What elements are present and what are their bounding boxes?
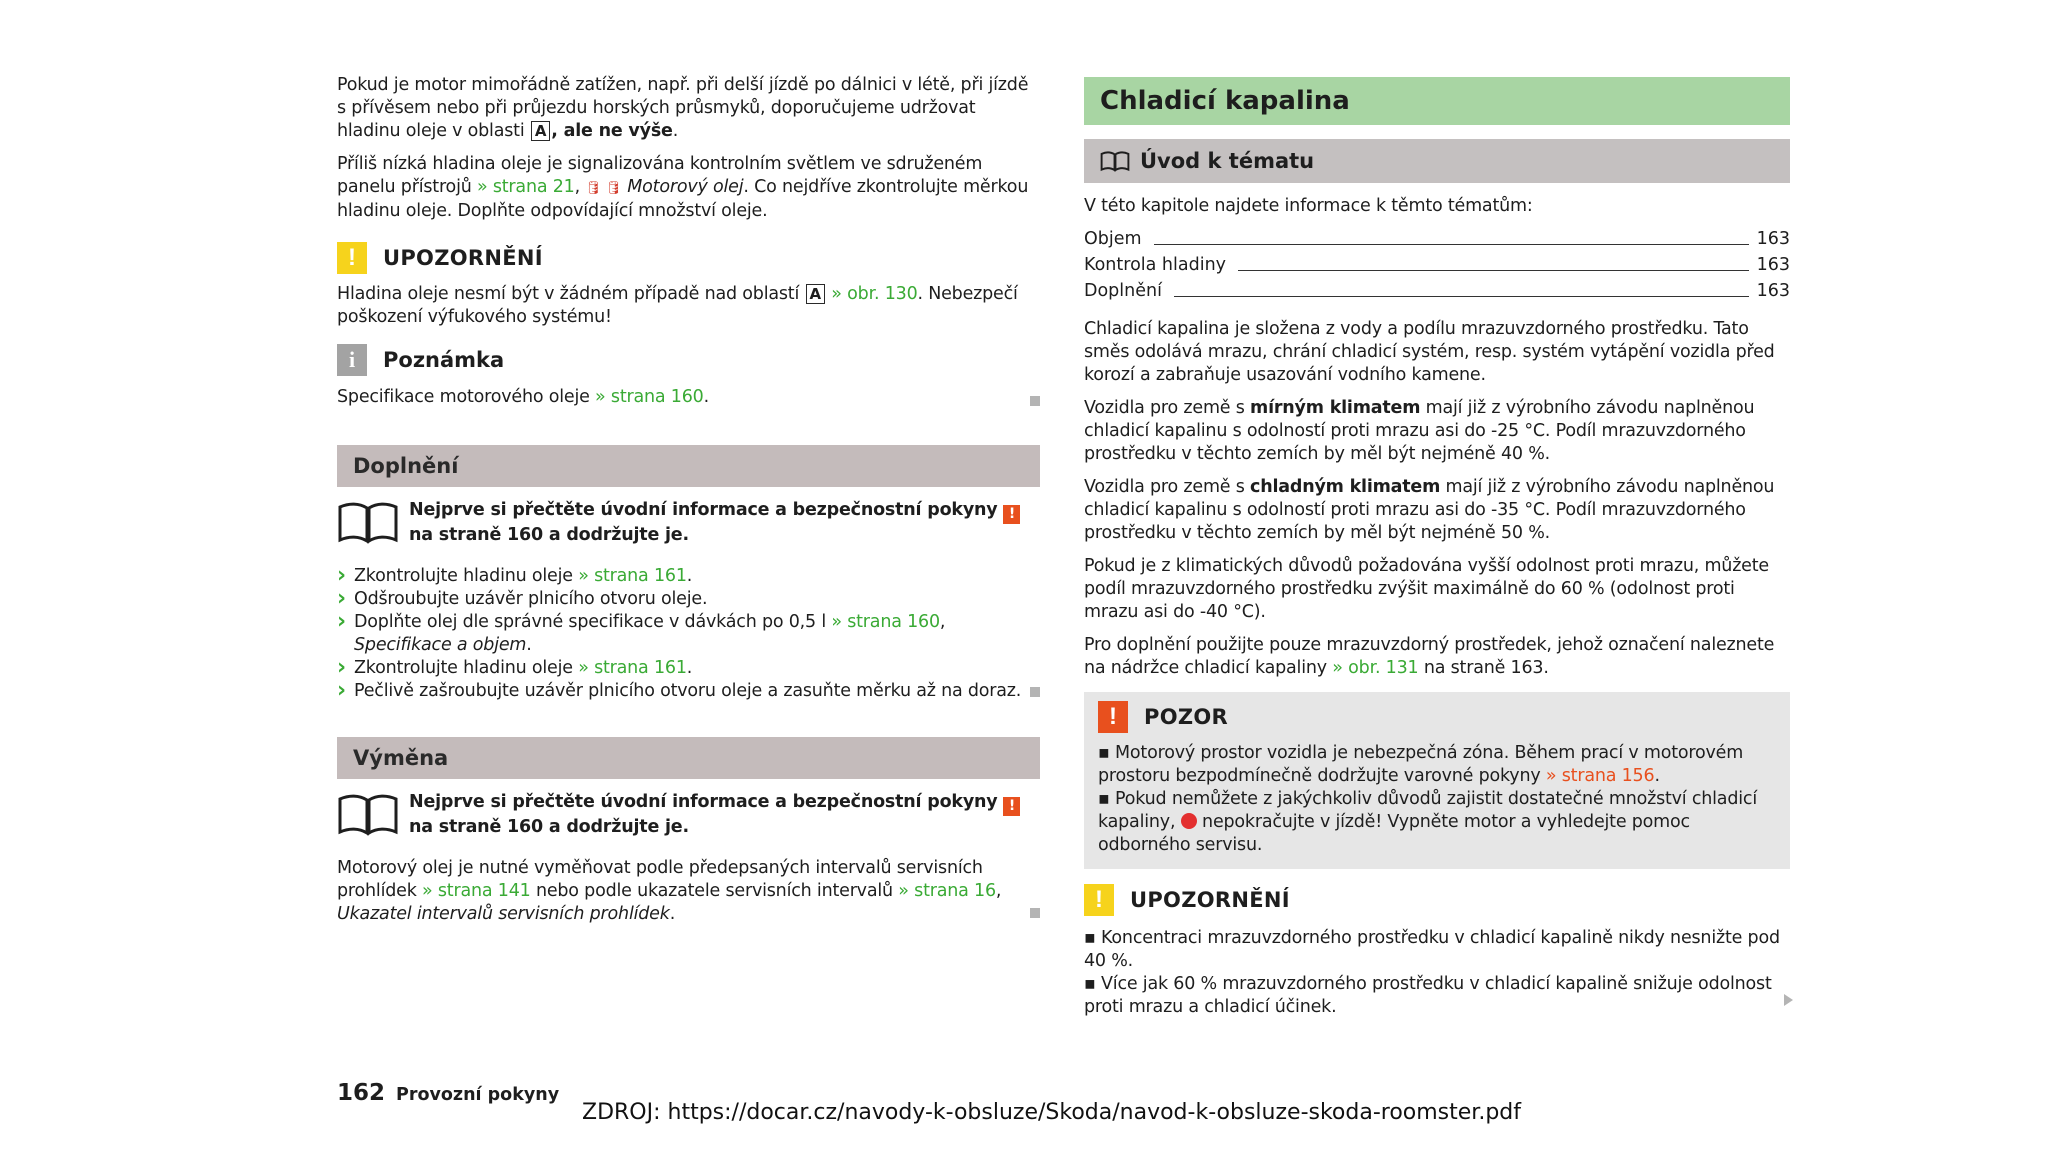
note-header <box>337 343 1040 377</box>
list-item <box>337 680 1040 703</box>
text: ▪ Motorový prostor vozidla je nebezpečná zóna. Během prací v motorovém prostoru bezpodmínečně dodržujte varovné pokyny <box>1098 743 1744 786</box>
topics-lead: V této kapitole najdete informace k těmto tématům: <box>1084 196 1533 216</box>
section-end-mark <box>1030 396 1040 406</box>
warning-bullet: ▪ Koncentraci mrazuvzdorného prostředku v chladicí kapalině nikdy nesnižte pod 40 %. <box>1084 928 1780 971</box>
continue-arrow-icon <box>1784 994 1793 1006</box>
danger-icon: ! <box>1098 701 1128 733</box>
danger-header <box>1098 700 1776 734</box>
danger-title: POZOR <box>1144 705 1228 729</box>
text: Pokud je motor mimořádně zatížen, např. při delší jízdě po dálnici v létě, při jízdě s přívěsem nebo při průjezdu horských průsmyků, doporučujeme udržovat hladinu oleje v oblasti <box>337 75 1029 141</box>
source-caption: ZDROJ: https://docar.cz/navody-k-obsluze/Skoda/navod-k-obsluze-skoda-roomster.pdf <box>582 1100 1521 1125</box>
intro-topic-bar <box>1084 139 1790 183</box>
book-icon <box>337 499 399 545</box>
text: . Co nejdříve zkontrolujte měrkou hladinu oleje. Doplňte odpovídající množství oleje. <box>337 177 1029 221</box>
warning-icon: ! <box>1003 505 1020 524</box>
left-column <box>337 74 1040 926</box>
text: Hladina oleje nesmí být v žádném případě nad oblastí <box>337 284 805 304</box>
danger-block <box>1084 692 1790 869</box>
area-a-box: A <box>806 284 825 304</box>
book-icon <box>337 791 399 837</box>
text: , <box>574 177 586 197</box>
book-icon <box>1100 150 1130 172</box>
page-link[interactable]: » strana 21 <box>476 177 575 197</box>
warning-icon: ! <box>337 242 367 274</box>
warning-icon: ! <box>1084 884 1114 916</box>
text: mají již z výrobního závodu naplněnou chladicí kapalinu s odolností proti mrazu asi do -25 °C. Podíl mrazuvzdorného prostředku v těchto zemích by měl být nejméně 40 %. <box>1084 398 1755 464</box>
text: ▪ Pokud nemůžete z jakýchkoliv důvodů zajistit dostatečné množství chladicí kapaliny, <box>1098 789 1757 832</box>
doplneni-section <box>337 445 1040 703</box>
page-link[interactable]: » strana 156 <box>1545 766 1655 786</box>
text: Pro doplnění použijte pouze mrazuvzdorný prostředek, jehož označení naleznete na nádržce chladicí kapaliny <box>1084 635 1775 678</box>
warning-header <box>1084 883 1790 917</box>
toc-page: 163 <box>1756 229 1790 249</box>
italic-text: Specifikace a objem <box>354 635 527 655</box>
italic-text: Ukazatel intervalů servisních prohlídek <box>337 904 670 924</box>
text: . <box>686 566 693 586</box>
toc-label: Objem <box>1084 229 1142 249</box>
area-a-box: A <box>531 121 550 141</box>
text: . <box>672 121 679 141</box>
list-item <box>337 588 1040 611</box>
text: Příliš nízká hladina oleje je signalizována kontrolním světlem ve sdruženém panelu přístrojů <box>337 154 983 197</box>
danger-bullet <box>1098 788 1776 857</box>
bold-text: , ale ne výše <box>551 121 673 141</box>
text: . <box>703 387 709 407</box>
text: mají již z výrobního závodu naplněnou chladicí kapalinu s odolností proti mrazu asi do -35 °C. Podíl mrazuvzdorného prostředku v těchto zemích by měl být nejméně 50 %. <box>1084 477 1775 543</box>
section-title-vymena: Výměna <box>337 737 1040 779</box>
info-icon: i <box>337 344 367 376</box>
text: Motorový olej je nutné vyměňovat podle předepsaných intervalů servisních prohlídek <box>337 858 983 901</box>
note-text <box>337 386 1040 409</box>
text: nepokračujte v jízdě! Vypněte motor a vyhledejte pomoc odborného servisu. <box>1098 812 1690 855</box>
page-link[interactable]: » strana 160 <box>595 387 704 407</box>
text: Doplňte olej dle správné specifikace v dávkách po 0,5 l <box>354 612 832 632</box>
toc-leader <box>1238 270 1749 271</box>
page-link[interactable]: » strana 161 <box>578 566 687 586</box>
text: . <box>1654 766 1660 786</box>
stop-icon <box>1181 813 1197 829</box>
bold-text: chladným klimatem <box>1250 477 1441 497</box>
toc-page: 163 <box>1756 255 1790 275</box>
warning-title: UPOZORNĚNÍ <box>383 246 543 270</box>
refill-steps <box>337 565 1040 703</box>
cold-climate-paragraph <box>1084 476 1790 545</box>
text: . Nebezpečí poškození výfukového systému! <box>337 284 1018 327</box>
section-end-mark <box>1030 687 1040 697</box>
list-item <box>337 657 1040 680</box>
footer-section: Provozní pokyny <box>396 1085 560 1105</box>
oil-low-paragraph <box>337 153 1040 223</box>
read-first-intro <box>337 499 1040 547</box>
page-number: 162 <box>337 1080 386 1106</box>
text: Specifikace motorového oleje <box>337 387 596 407</box>
text: Nejprve si přečtěte úvodní informace a bezpečnostní pokyny <box>409 792 1004 812</box>
section-end-mark <box>1030 908 1040 918</box>
text: nebo podle ukazatele servisních intervalů <box>530 881 899 901</box>
text: , <box>939 612 946 632</box>
note-title: Poznámka <box>383 348 505 372</box>
oil-warning-icons: 🛢 🛢 <box>585 181 622 196</box>
toc-label: Doplnění <box>1084 281 1162 301</box>
toc-label: Kontrola hladiny <box>1084 255 1227 275</box>
warning-icon: ! <box>1003 797 1020 816</box>
danger-bullet <box>1098 742 1776 788</box>
refill-paragraph <box>1084 634 1790 680</box>
toc-row[interactable] <box>1084 278 1790 304</box>
page-link[interactable]: » strana 141 <box>422 881 531 901</box>
text: na straně 160 a dodržujte je. <box>409 817 689 837</box>
higher-protection-paragraph: Pokud je z klimatických důvodů požadována vyšší odolnost proti mrazu, můžete podíl mrazuvzdorného prostředku zvýšit maximálně do 60 % (odolnost proti mrazu asi do -40 °C). <box>1084 556 1769 622</box>
text: Zkontrolujte hladinu oleje <box>354 566 579 586</box>
warning-text <box>337 283 1040 329</box>
toc-page: 163 <box>1756 281 1790 301</box>
read-first-intro <box>337 791 1040 839</box>
intro-text <box>409 499 1040 547</box>
toc-row[interactable] <box>1084 226 1790 252</box>
text: na straně 163. <box>1418 658 1549 678</box>
chapter-title: Chladicí kapalina <box>1084 77 1790 125</box>
text: Vozidla pro země s <box>1084 398 1251 418</box>
intro-text <box>409 791 1040 839</box>
toc-leader <box>1154 244 1749 245</box>
text: Pečlivě zašroubujte uzávěr plnicího otvoru oleje a zasuňte měrku až na doraz. <box>354 681 1022 701</box>
text: , <box>995 881 1002 901</box>
mild-climate-paragraph <box>1084 397 1790 466</box>
oil-load-paragraph <box>337 74 1040 143</box>
page-link[interactable]: » strana 160 <box>831 612 940 632</box>
list-item <box>337 611 1040 657</box>
text: . <box>669 904 676 924</box>
figure-link[interactable]: » obr. 130 <box>831 284 918 304</box>
coolant-composition-paragraph: Chladicí kapalina je složena z vody a podílu mrazuvzdorného prostředku. Tato směs odolává mrazu, chrání chladicí systém, resp. systém vytápění vozidla před korozí a zabraňuje usazování vodního kamene. <box>1084 319 1775 385</box>
warning-header <box>337 241 1040 275</box>
section-title-doplneni: Doplnění <box>337 445 1040 487</box>
intro-topic-title: Úvod k tématu <box>1140 149 1315 173</box>
list-item <box>337 565 1040 588</box>
page-link[interactable]: » strana 16 <box>898 881 996 901</box>
text: Vozidla pro země s <box>1084 477 1251 497</box>
bold-text: mírným klimatem <box>1250 398 1421 418</box>
right-column <box>1084 77 1790 1019</box>
italic-text: Motorový olej <box>627 177 744 197</box>
page-link[interactable]: » strana 161 <box>578 658 687 678</box>
warning-block-oil <box>337 241 1040 329</box>
text: Odšroubujte uzávěr plnicího otvoru oleje. <box>354 589 708 609</box>
figure-link[interactable]: » obr. 131 <box>1332 658 1419 678</box>
vymena-section <box>337 737 1040 926</box>
toc-leader <box>1174 296 1749 297</box>
text: . <box>526 635 532 655</box>
note-block <box>337 343 1040 409</box>
toc-row[interactable] <box>1084 252 1790 278</box>
text: na straně 160 a dodržujte je. <box>409 525 689 545</box>
warning-title: UPOZORNĚNÍ <box>1130 888 1290 912</box>
table-of-contents <box>1084 226 1790 304</box>
warning-bullet: ▪ Více jak 60 % mrazuvzdorného prostředku v chladicí kapalině snižuje odolnost proti mrazu a chladicí účinek. <box>1084 974 1772 1017</box>
text: . <box>686 658 693 678</box>
text: Nejprve si přečtěte úvodní informace a bezpečnostní pokyny <box>409 500 1004 520</box>
oil-change-paragraph <box>337 857 1040 926</box>
text: Zkontrolujte hladinu oleje <box>354 658 579 678</box>
warning-block-coolant <box>1084 883 1790 1019</box>
